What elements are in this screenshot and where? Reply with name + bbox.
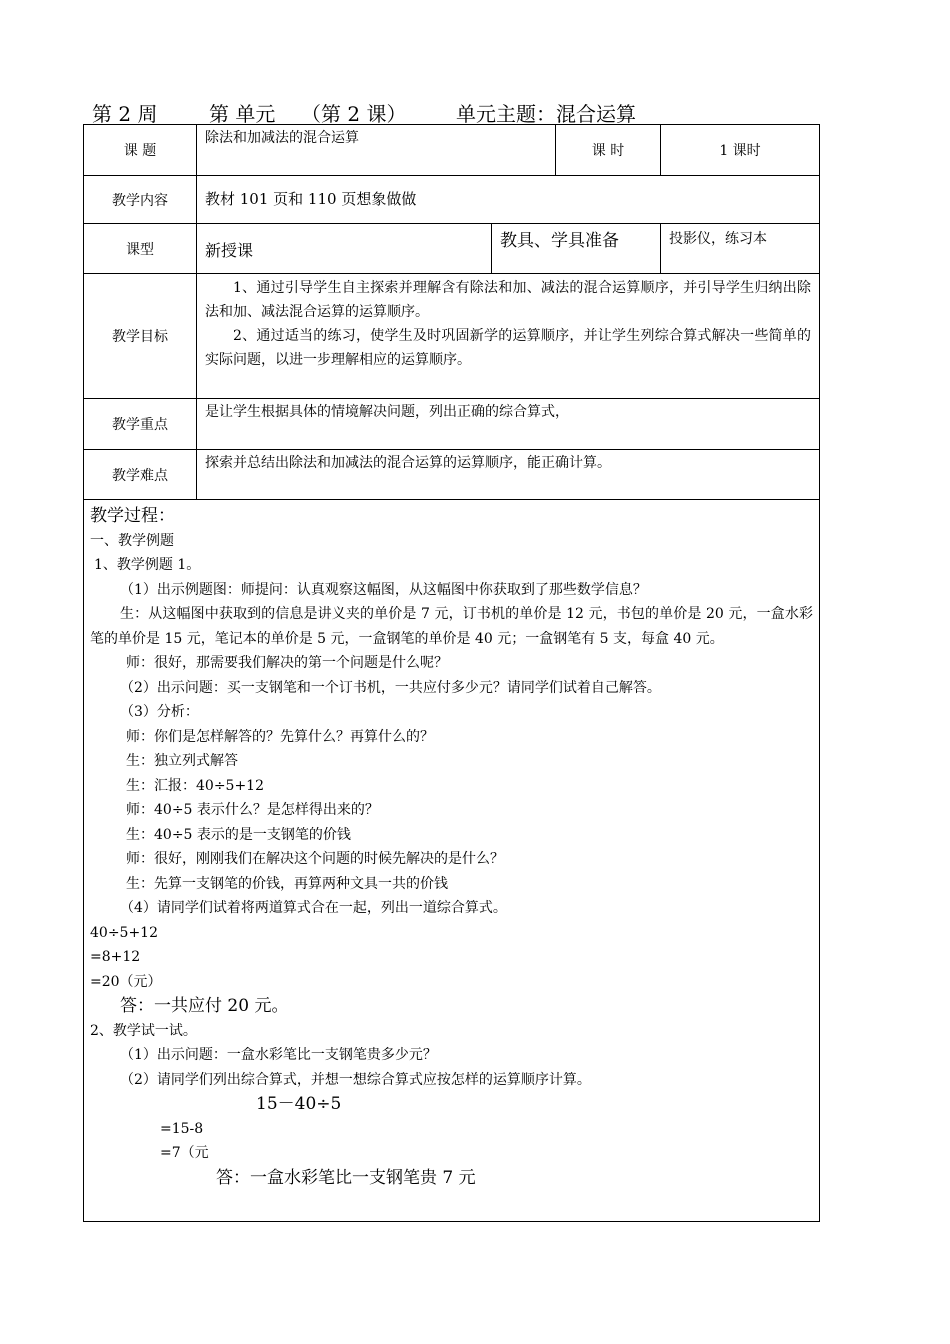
process-line: 师：40÷5 表示什么？是怎样得出来的？ [126, 802, 379, 818]
process-section-1: 一、教学例题 [90, 532, 174, 549]
topic-label: 课 题 [84, 125, 197, 176]
lesson-plan-table [83, 124, 820, 1222]
process-line: （1）出示问题：一盒水彩笔比一支钢笔贵多少元？ [120, 1047, 437, 1063]
header-theme: 单元主题：混合运算 [456, 102, 636, 126]
answer-2: 答：一盒水彩笔比一支钢笔贵 7 元 [216, 1167, 476, 1188]
content-value: 教材 101 页和 110 页想象做做 [205, 189, 417, 208]
process-line: 师：很好，那需要我们解决的第一个问题是什么呢？ [126, 655, 448, 671]
row-content [84, 176, 820, 224]
goals-label: 教学目标 [84, 274, 197, 399]
page-header [92, 98, 812, 126]
goals-text [197, 274, 819, 372]
type-value: 新授课 [205, 240, 254, 260]
difficulty-label: 教学难点 [84, 450, 197, 500]
process-title: 教学过程： [90, 506, 175, 526]
process-line: 生：40÷5 表示的是一支钢笔的价钱 [126, 826, 351, 843]
goals-value-cell [197, 274, 820, 399]
row-process [84, 500, 820, 1222]
process-section-2: 2、教学试一试。 [90, 1022, 197, 1039]
answer-1: 答：一共应付 20 元。 [120, 996, 289, 1016]
process-line: （1）出示例题图：师提问：认真观察这幅图，从这幅图中你获取到了那些数学信息？ [120, 581, 647, 598]
process-example-1: 1、教学例题 1。 [94, 557, 201, 573]
hours-label: 课 时 [556, 125, 661, 176]
equation-line: =20（元） [90, 973, 162, 990]
row-topic [84, 125, 820, 176]
process-line: （2）出示问题：买一支钢笔和一个订书机，一共应付多少元？请同学们试着自己解答。 [120, 679, 661, 696]
process-line: （4）请同学们试着将两道算式合在一起，列出一道综合算式。 [120, 900, 507, 916]
row-key [84, 399, 820, 450]
tools-label: 教具、学具准备 [500, 231, 619, 251]
equation-line: 40÷5+12 [90, 924, 158, 941]
type-label: 课型 [84, 224, 197, 274]
formula-line: =7（元 [160, 1145, 209, 1161]
tools-value: 投影仪，练习本 [669, 231, 768, 247]
hours-value: 1 课时 [661, 125, 820, 176]
equation-line: =8+12 [90, 949, 141, 965]
header-week: 第 2 周 [92, 102, 158, 126]
content-label: 教学内容 [84, 176, 197, 224]
topic-value: 除法和加减法的混合运算 [205, 130, 359, 146]
process-content [84, 500, 819, 1194]
goal-2: 2、通过适当的练习，使学生及时巩固新学的运算顺序，并让学生列综合算式解决一些简单的实际问题，以进一步理解相应的运算顺序。 [205, 328, 812, 368]
row-difficulty [84, 450, 820, 500]
header-unit: 第 单元 [209, 102, 276, 126]
process-line: （3）分析： [120, 704, 199, 720]
type-value-cell [197, 224, 492, 274]
key-label: 教学重点 [84, 399, 197, 450]
process-line: 师：很好，刚刚我们在解决这个问题的时候先解决的是什么？ [126, 851, 504, 867]
process-paragraph: 生：从这幅图中获取到的信息是讲义夹的单价是 7 元，订书机的单价是 12 元，书包的单价是 20 元，一盒水彩笔的单价是 15 元，笔记本的单价是 5 元，一盒钢笔的单价是 40 元；一盒钢笔有 5 支，每盒 40 元。 [90, 606, 814, 647]
topic-value-cell [197, 125, 556, 176]
row-type [84, 224, 820, 274]
process-line: （2）请同学们列出综合算式，并想一想综合算式应按怎样的运算顺序计算。 [120, 1071, 591, 1088]
formula-line: 15－40÷5 [256, 1094, 342, 1114]
process-cell [84, 500, 820, 1222]
process-line: 师：你们是怎样解答的？先算什么？再算什么的？ [126, 728, 434, 745]
difficulty-value: 探索并总结出除法和加减法的混合运算的运算顺序，能正确计算。 [205, 455, 611, 471]
process-line: 生：独立列式解答 [126, 753, 238, 769]
process-line: 生：汇报：40÷5+12 [126, 777, 264, 794]
content-value-cell [197, 176, 820, 224]
process-line: 生：先算一支钢笔的价钱，再算两种文具一共的价钱 [126, 875, 448, 892]
key-value-cell [197, 399, 820, 450]
header-lesson: （第 2 课） [301, 102, 407, 126]
goal-1: 1、通过引导学生自主探索并理解含有除法和加、减法的混合运算顺序，并引导学生归纳出除法和加、减法混合运算的运算顺序。 [205, 280, 812, 320]
row-goals [84, 274, 820, 399]
difficulty-value-cell [197, 450, 820, 500]
formula-line: =15-8 [160, 1120, 204, 1137]
tools-label-cell [492, 224, 661, 274]
key-value: 是让学生根据具体的情境解决问题，列出正确的综合算式， [205, 404, 569, 420]
tools-value-cell [661, 224, 820, 274]
